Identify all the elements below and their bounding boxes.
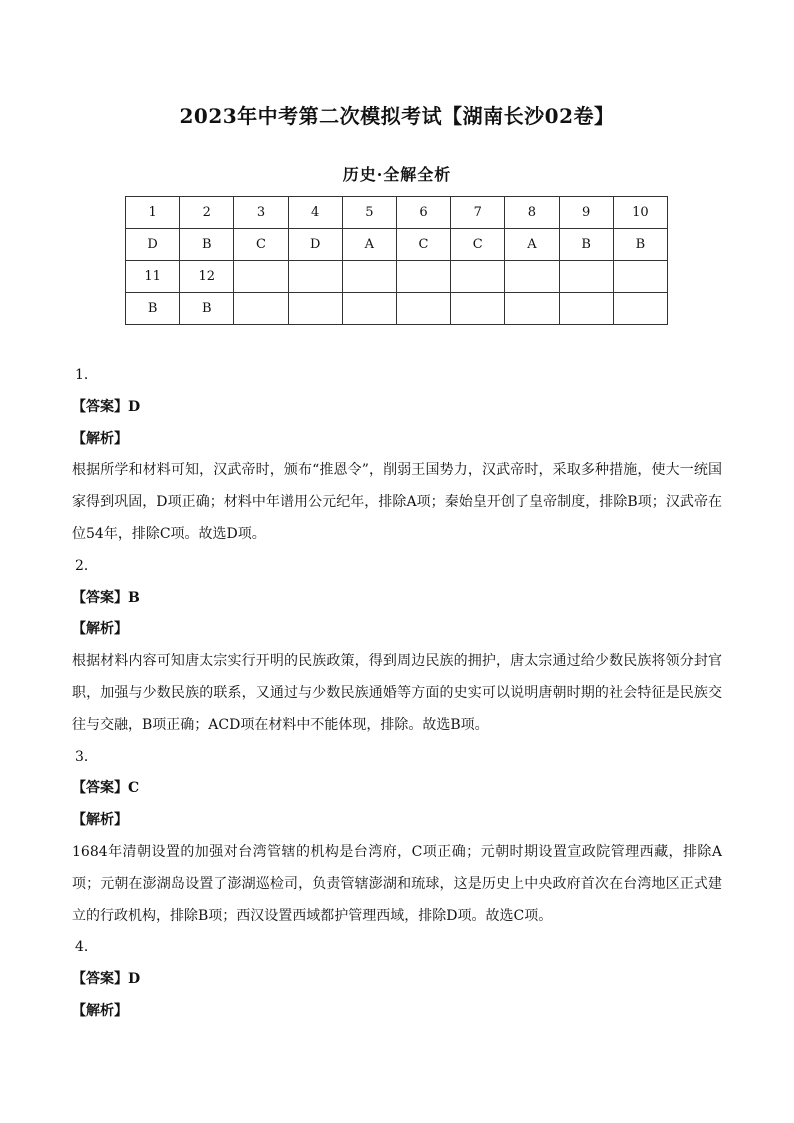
table-cell <box>234 293 288 325</box>
page-subtitle: 历史·全解全析 <box>342 165 452 184</box>
answer-line: 【答案】D <box>72 398 141 415</box>
table-row <box>126 229 668 261</box>
table-cell <box>342 261 396 293</box>
question-number: 4． <box>75 939 98 956</box>
answer-line: 【答案】D <box>72 971 141 988</box>
table-cell: 11 <box>126 261 180 293</box>
table-cell <box>342 293 396 325</box>
table-cell: 8 <box>505 197 559 229</box>
table-cell: 7 <box>451 197 505 229</box>
table-cell <box>288 293 342 325</box>
page-title: 2023年中考第二次模拟考试【湖南长沙02卷】 <box>179 104 615 128</box>
table-cell: B <box>126 293 180 325</box>
table-cell <box>396 261 450 293</box>
analysis-label: 【解析】 <box>72 430 128 447</box>
table-row <box>126 197 668 229</box>
table-cell: 6 <box>396 197 450 229</box>
table-cell <box>613 293 667 325</box>
table-cell: 4 <box>288 197 342 229</box>
table-cell <box>451 293 505 325</box>
question-number: 2． <box>75 557 98 574</box>
table-cell: 1 <box>126 197 180 229</box>
solutions-body <box>72 360 722 1028</box>
table-cell: B <box>180 229 234 261</box>
table-cell <box>505 261 559 293</box>
table-cell <box>451 261 505 293</box>
question-number: 1． <box>75 367 98 383</box>
table-cell: B <box>559 229 613 261</box>
analysis-text: 根据材料内容可知唐太宗实行开明的民族政策，得到周边民族的拥护，唐太宗通过给少数民族将领分封官职，加强与少数民族的联系，又通过与少数民族通婚等方面的史实可以说明唐朝时期的社会特征是民族交往与交融，B项正确；ACD项在材料中不能体现，排除。故选B项。 <box>72 653 722 733</box>
table-cell: C <box>396 229 450 261</box>
analysis-text: 根据所学和材料可知，汉武帝时，颁布“推恩令”，削弱王国势力，汉武帝时，采取多种措施，使大一统国家得到巩固，D项正确；材料中年谱用公元纪年，排除A项；秦始皇开创了皇帝制度，排除B项；汉武帝在位54年，排除C项。故选D项。 <box>72 462 722 542</box>
question-number: 3． <box>75 748 98 765</box>
table-row <box>126 293 668 325</box>
table-cell: B <box>613 229 667 261</box>
answer-line: 【答案】C <box>72 780 140 797</box>
answer-line: 【答案】B <box>72 589 140 606</box>
table-cell: 10 <box>613 197 667 229</box>
table-cell <box>559 261 613 293</box>
table-cell: 5 <box>342 197 396 229</box>
answer-table <box>125 196 668 325</box>
table-cell <box>559 293 613 325</box>
analysis-text: 1684年清朝设置的加强对台湾管辖的机构是台湾府，C项正确；元朝时期设置宣政院管理西藏，排除A项；元朝在澎湖岛设置了澎湖巡检司，负责管辖澎湖和琉球，这是历史上中央政府首次在台湾地区正式建立的行政机构，排除B项；西汉设置西域都护管理西域，排除D项。故选C项。 <box>72 843 722 924</box>
table-cell: 2 <box>180 197 234 229</box>
table-cell: 9 <box>559 197 613 229</box>
table-cell: C <box>234 229 288 261</box>
table-cell: 3 <box>234 197 288 229</box>
table-cell: B <box>180 293 234 325</box>
table-cell: A <box>342 229 396 261</box>
analysis-label: 【解析】 <box>72 812 128 829</box>
table-cell: 12 <box>180 261 234 293</box>
table-cell: D <box>288 229 342 261</box>
analysis-label: 【解析】 <box>72 621 128 638</box>
table-row <box>126 261 668 293</box>
table-cell <box>288 261 342 293</box>
table-cell: D <box>126 229 180 261</box>
table-cell: C <box>451 229 505 261</box>
table-cell <box>613 261 667 293</box>
table-cell: A <box>505 229 559 261</box>
analysis-label: 【解析】 <box>72 1002 128 1019</box>
table-cell <box>505 293 559 325</box>
table-cell <box>234 261 288 293</box>
table-cell <box>396 293 450 325</box>
